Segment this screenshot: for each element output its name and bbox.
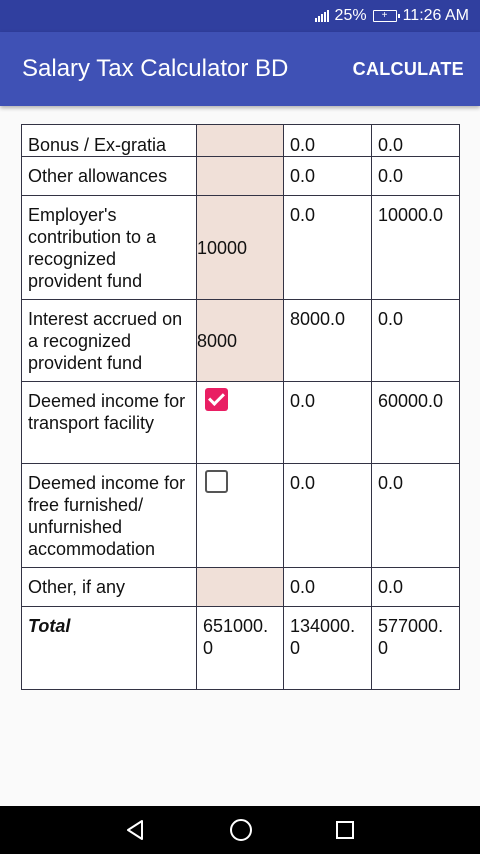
clock: 11:26 AM (402, 7, 469, 24)
exempted-value: 0.0 (284, 125, 372, 157)
amount-input[interactable] (197, 157, 284, 196)
accommodation-checkbox[interactable] (205, 470, 228, 493)
transport-checkbox-cell (197, 382, 284, 464)
row-label: Deemed income for transport facility (22, 382, 197, 464)
exempted-value: 8000.0 (284, 300, 372, 382)
row-label: Interest accrued on a recognized provident fund (22, 300, 197, 382)
content-scroll-area[interactable] (0, 106, 480, 806)
navigation-bar (0, 806, 480, 854)
battery-percent: 25% (334, 7, 367, 24)
table-row (22, 125, 460, 157)
table-row (22, 196, 460, 300)
amount-input[interactable]: 10000 (197, 196, 284, 300)
row-label: Other, if any (22, 568, 197, 607)
table-row (22, 464, 460, 568)
battery-icon (373, 10, 397, 22)
app-title: Salary Tax Calculator BD (22, 55, 289, 82)
exempted-value: 0.0 (284, 464, 372, 568)
exempted-value: 0.0 (284, 196, 372, 300)
table-row (22, 568, 460, 607)
exempted-value: 0.0 (284, 157, 372, 196)
app-bar (0, 32, 480, 106)
row-label: Bonus / Ex-gratia (22, 125, 197, 157)
recents-square-icon[interactable] (334, 819, 356, 841)
amount-input[interactable] (197, 125, 284, 157)
row-label: Other allowances (22, 157, 197, 196)
taxable-value: 60000.0 (372, 382, 460, 464)
taxable-value: 0.0 (372, 125, 460, 157)
amount-input[interactable]: 8000 (197, 300, 284, 382)
table-row (22, 382, 460, 464)
table-row (22, 157, 460, 196)
total-label: Total (22, 607, 197, 690)
transport-checkbox[interactable] (205, 388, 228, 411)
status-bar (0, 0, 480, 32)
total-taxable: 577000.0 (372, 607, 460, 690)
amount-input[interactable] (197, 568, 284, 607)
table-row (22, 300, 460, 382)
calculate-button[interactable]: CALCULATE (352, 58, 464, 79)
total-row (22, 607, 460, 690)
back-triangle-icon[interactable] (124, 818, 148, 842)
total-exempted: 134000.0 (284, 607, 372, 690)
taxable-value: 0.0 (372, 300, 460, 382)
taxable-value: 0.0 (372, 464, 460, 568)
taxable-value: 10000.0 (372, 196, 460, 300)
battery-charging-symbol: + (381, 10, 388, 21)
exempted-value: 0.0 (284, 382, 372, 464)
taxable-value: 0.0 (372, 568, 460, 607)
exempted-value: 0.0 (284, 568, 372, 607)
accommodation-checkbox-cell (197, 464, 284, 568)
signal-icon (315, 10, 329, 22)
row-label: Deemed income for free furnished/ unfurnished accommodation (22, 464, 197, 568)
taxable-value: 0.0 (372, 157, 460, 196)
total-gross: 651000.0 (197, 607, 284, 690)
salary-table (21, 124, 460, 690)
home-circle-icon[interactable] (228, 817, 254, 843)
row-label: Employer's contribution to a recognized provident fund (22, 196, 197, 300)
